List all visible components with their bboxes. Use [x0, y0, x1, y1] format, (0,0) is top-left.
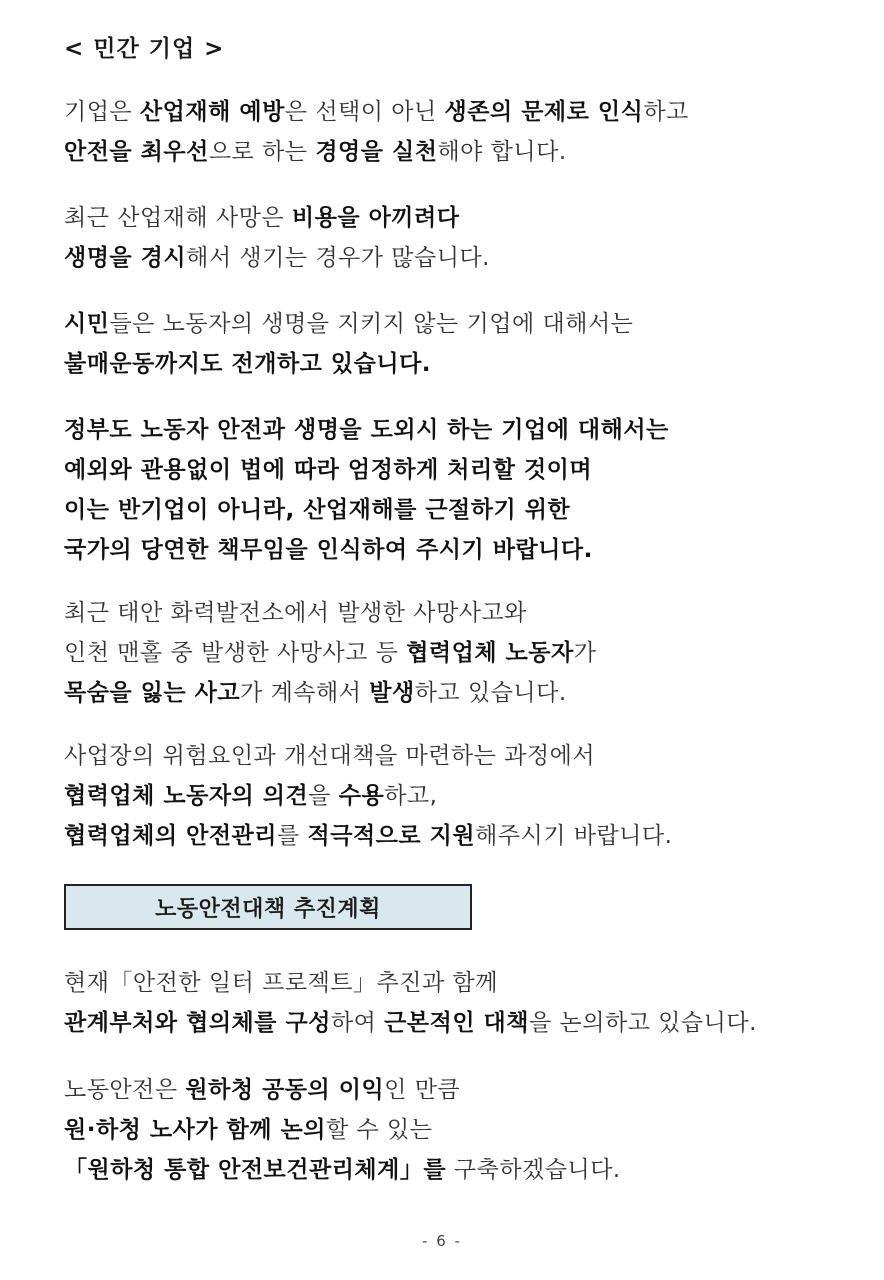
text-line [64, 495, 570, 525]
section-heading-private-companies: < 민간 기업 > [64, 36, 225, 62]
bold-text: 이는 반기업이 아니라, 산업재해를 근절하기 위한 [64, 497, 571, 523]
bold-text: 관계부처와 협의체를 구성 [64, 1010, 331, 1036]
text-line [64, 598, 527, 628]
regular-text: 할 수 있는 [325, 1117, 433, 1143]
section-title: 노동안전대책 추진계획 [155, 896, 381, 922]
text-line [64, 243, 490, 273]
bold-text: 「원하청 통합 안전보건관리체계」를 [64, 1157, 447, 1183]
regular-text: 들은 노동자의 생명을 지키지 않는 기업에 대해서는 [109, 311, 634, 337]
bold-text: 원·하청 노사가 함께 논의 [64, 1117, 326, 1143]
regular-text: 현재「안전한 일터 프로젝트」추진과 함께 [64, 970, 498, 996]
regular-text: 하고, [384, 783, 438, 809]
regular-text: 으로 하는 [208, 139, 316, 165]
text-line [64, 349, 431, 379]
page-number: - 6 - [422, 1232, 462, 1250]
bold-text: 비용을 아끼려다 [291, 205, 460, 231]
bold-text: 협력업체의 안전관리 [64, 823, 277, 849]
bold-text: 생존의 문제로 인식 [444, 99, 644, 125]
text-line [64, 741, 595, 771]
regular-text: 을 [308, 783, 339, 809]
text-line [64, 1155, 621, 1185]
bold-text: 시민 [64, 311, 110, 337]
bold-text: 산업재해 예방 [139, 99, 285, 125]
regular-text: 해서 생기는 경우가 많습니다. [186, 245, 490, 271]
regular-text: 하고 있습니다. [414, 680, 567, 706]
text-line [64, 1075, 460, 1105]
text-line [64, 137, 567, 167]
bold-text: 생명을 경시 [64, 245, 187, 271]
text-line [64, 97, 689, 127]
regular-text: 하여 [330, 1010, 385, 1036]
regular-text: 최근 산업재해 사망은 [64, 205, 292, 231]
text-line [64, 415, 669, 445]
text-line [64, 535, 593, 565]
text-line [64, 203, 459, 233]
text-line [64, 821, 672, 851]
regular-text: 해야 합니다. [437, 139, 567, 165]
bold-text: 수용 [338, 783, 385, 809]
regular-text: 인 만큼 [384, 1077, 461, 1103]
regular-text: 노동안전은 [64, 1077, 186, 1103]
bold-text: 근본적인 대책 [384, 1010, 529, 1036]
bold-text: 적극적으로 지원 [307, 823, 476, 849]
bold-text: 정부도 노동자 안전과 생명을 도외시 하는 기업에 대해서는 [64, 417, 669, 443]
regular-text: 사업장의 위험요인과 개선대책을 마련하는 과정에서 [64, 743, 596, 769]
text-line [64, 678, 567, 708]
regular-text: 을 논의하고 있습니다. [529, 1010, 757, 1036]
text-line [64, 638, 596, 668]
bold-text: 예외와 관용없이 법에 따라 엄정하게 처리할 것이며 [64, 457, 593, 483]
text-line [64, 1008, 757, 1038]
regular-text: 해주시기 바랍니다. [475, 823, 673, 849]
regular-text: 구축하겠습니다. [446, 1157, 621, 1183]
text-line [64, 309, 633, 339]
regular-text: 가 계속해서 [240, 680, 370, 706]
bold-text: 협력업체 노동자 [406, 640, 574, 666]
bold-text: 불매운동까지도 전개하고 있습니다. [64, 351, 432, 377]
bold-text: 국가의 당연한 책무임을 인식하여 주시기 바랍니다. [64, 537, 593, 563]
bold-text: 협력업체 노동자의 의견 [64, 783, 309, 809]
section-title-box [64, 884, 472, 930]
regular-text: 기업은 [64, 99, 140, 125]
text-line [64, 781, 437, 811]
regular-text: 가 [573, 640, 597, 666]
text-line [64, 1115, 432, 1145]
regular-text: 은 선택이 아닌 [284, 99, 445, 125]
regular-text: 하고 [643, 99, 689, 125]
bold-text: 원하청 공동의 이익 [185, 1077, 385, 1103]
bold-text: 목숨을 잃는 사고 [64, 680, 241, 706]
regular-text: 최근 태안 화력발전소에서 발생한 사망사고와 [64, 600, 527, 626]
regular-text: 를 [276, 823, 308, 849]
bold-text: 발생 [369, 680, 415, 706]
bold-text: 안전을 최우선 [64, 139, 209, 165]
regular-text: 인천 맨홀 중 발생한 사망사고 등 [64, 640, 407, 666]
text-line [64, 455, 592, 485]
text-line [64, 968, 498, 998]
bold-text: 경영을 실천 [315, 139, 438, 165]
